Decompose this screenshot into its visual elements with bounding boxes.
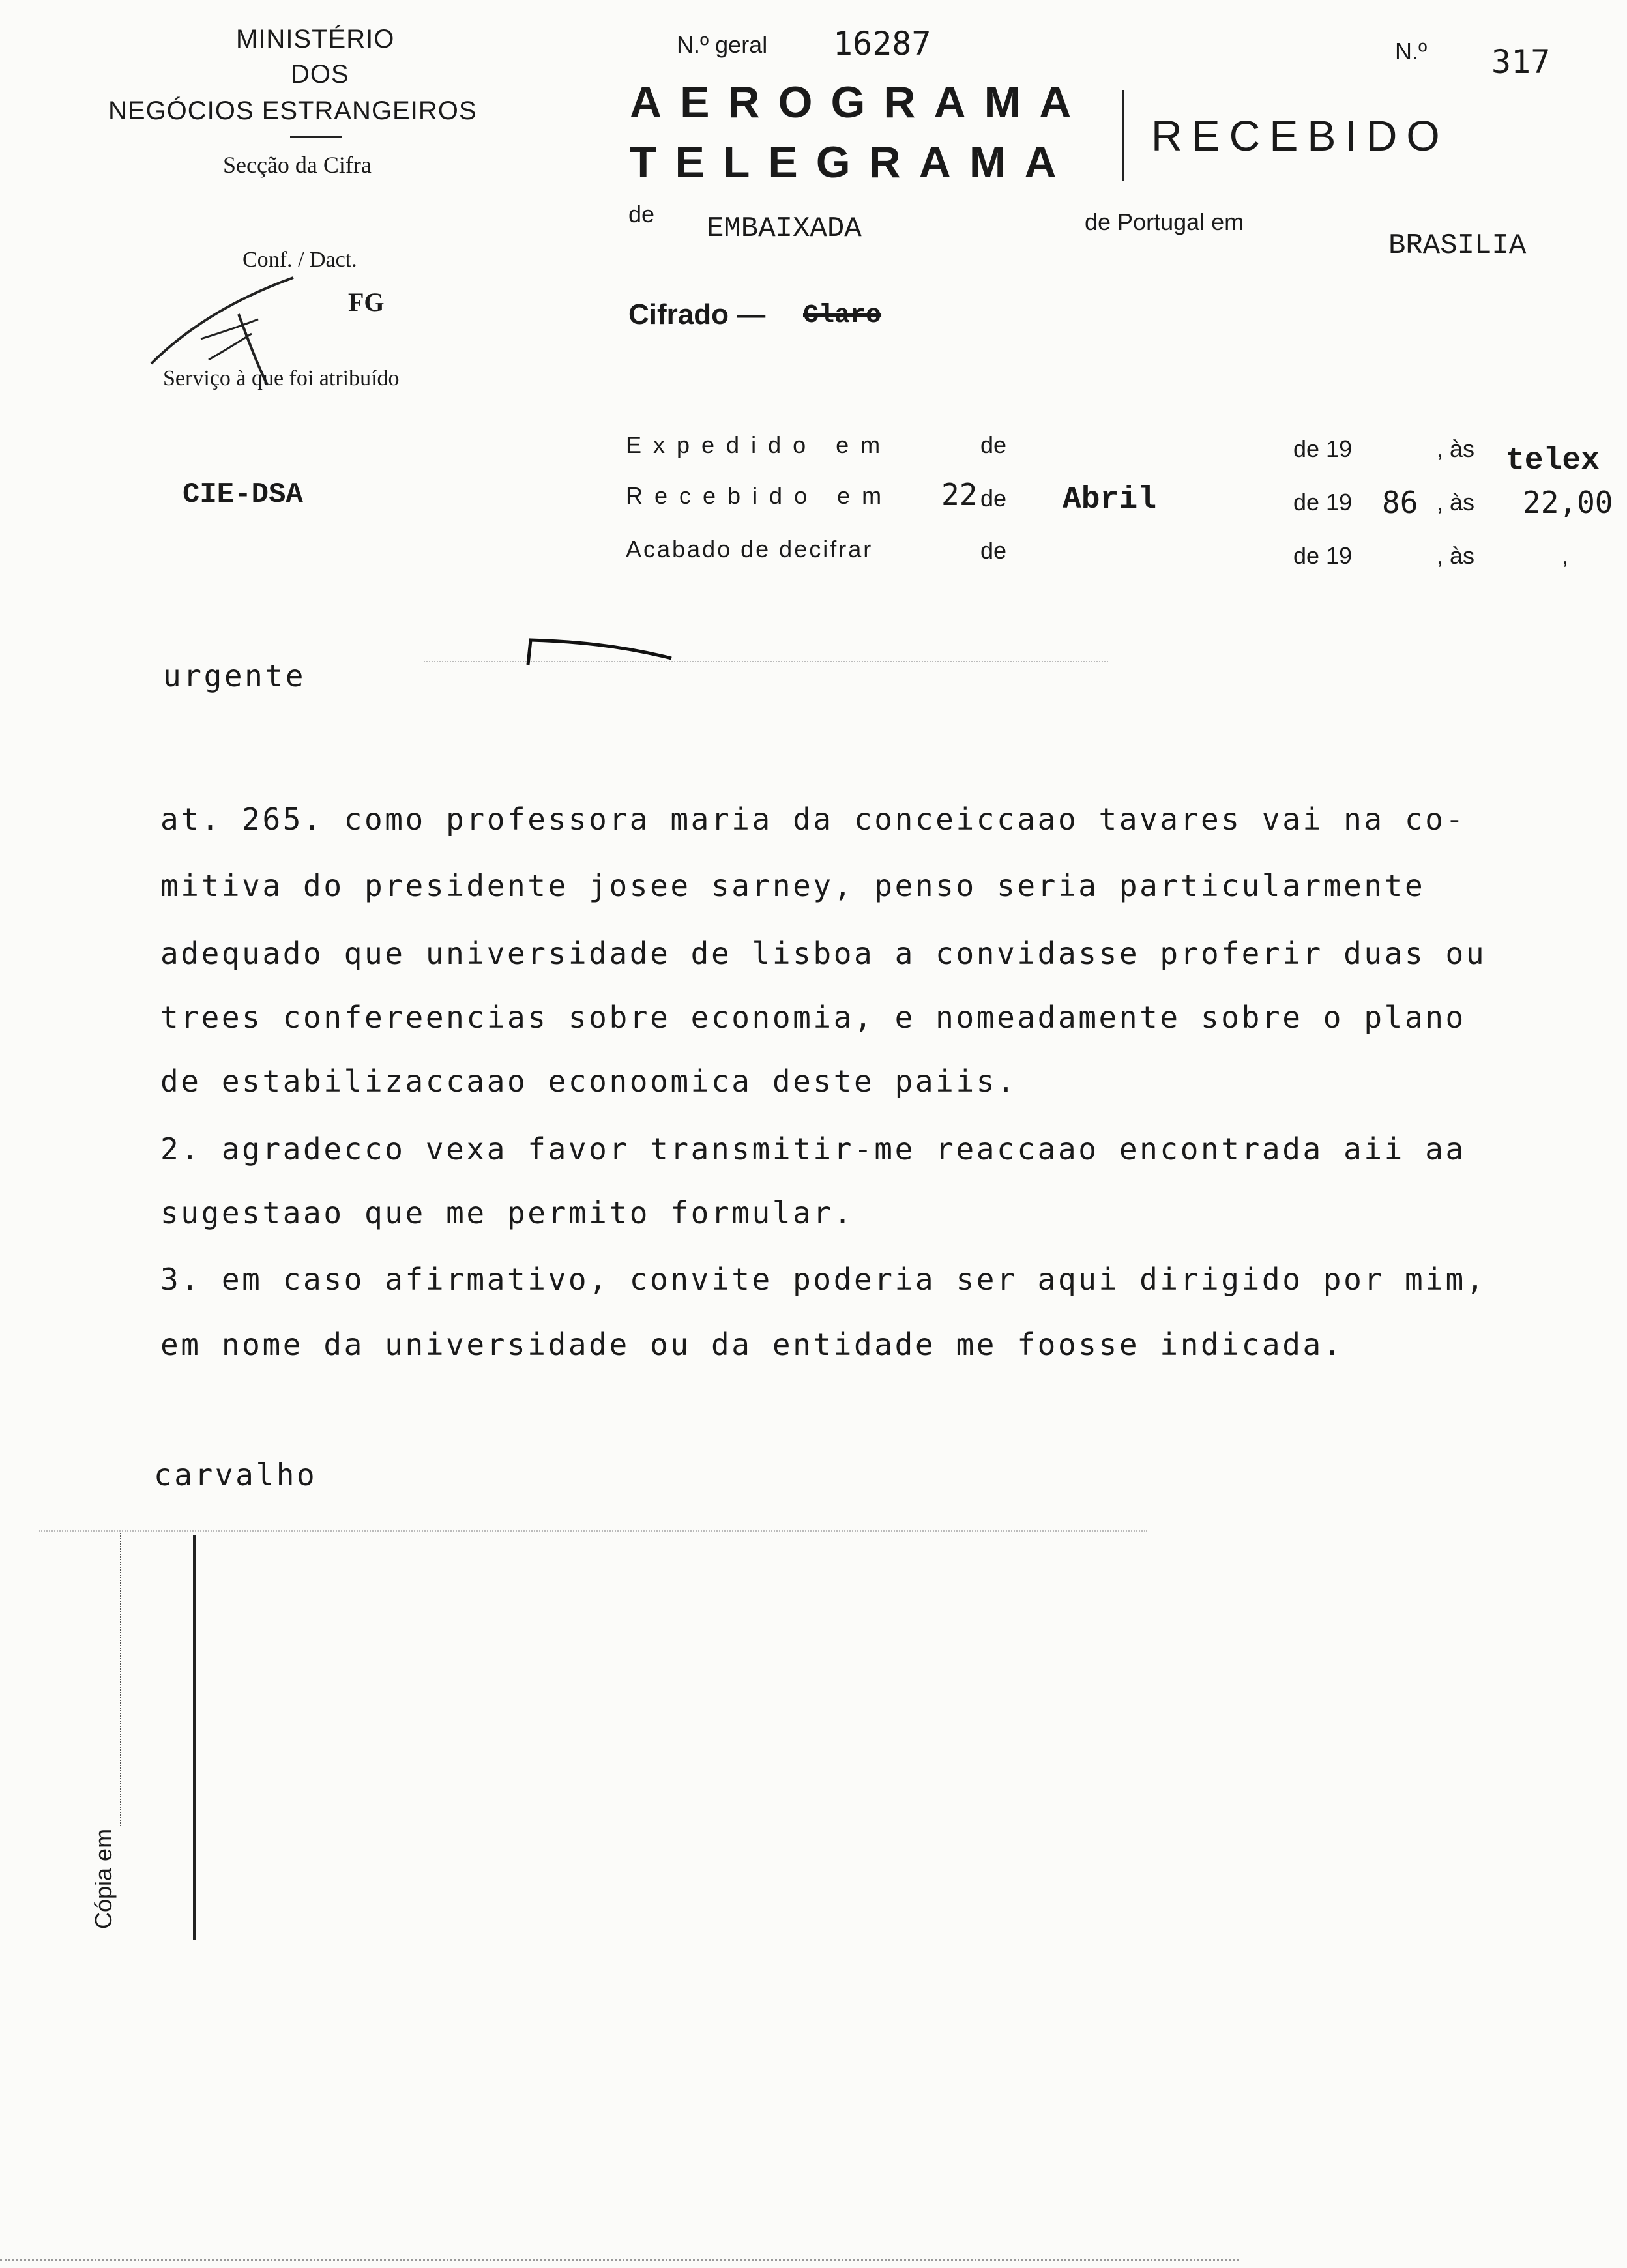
- signature: carvalho: [154, 1457, 317, 1492]
- body-line-2: mitiva do presidente josee sarney, penso seria particularmente: [160, 868, 1426, 903]
- city: BRASILIA: [1388, 229, 1527, 262]
- title-bracket: [1122, 90, 1124, 181]
- received-time: 22,00: [1523, 485, 1613, 520]
- telegram-number: 317: [1491, 43, 1551, 81]
- received-day: 22: [941, 477, 978, 512]
- ministry-line1: MINISTÉRIO: [236, 25, 395, 53]
- acabado-comma: ,: [1562, 542, 1569, 569]
- expedido-de: de: [980, 431, 1007, 458]
- geral-number: 16287: [833, 25, 931, 63]
- portugal-label: de Portugal em: [1085, 209, 1244, 235]
- body-line-6: 2. agradecco vexa favor transmitir-me reaccaao encontrada aii aa: [160, 1131, 1466, 1167]
- body-line-3: adequado que universidade de lisboa a convidasse proferir duas ou: [160, 936, 1487, 971]
- copia-label: Cópia em: [90, 1828, 117, 1929]
- priority: urgente: [163, 658, 306, 693]
- pen-stroke: [521, 632, 678, 671]
- acabado-label: Acabado de decifrar: [626, 536, 873, 562]
- recebido-as: , às: [1437, 489, 1475, 516]
- acabado-de: de: [980, 537, 1007, 564]
- de-label: de: [628, 201, 655, 227]
- copia-dotted-line: [120, 1533, 121, 1826]
- acabado-de19: de 19: [1293, 542, 1353, 569]
- ministry-underline: [290, 136, 342, 138]
- bottom-edge-noise: [0, 2259, 1239, 2263]
- section-label: Secção da Cifra: [223, 152, 372, 178]
- cifrado-label: Cifrado —: [628, 298, 766, 330]
- received-year: 86: [1382, 485, 1418, 520]
- recebido-label: Recebido em: [626, 482, 894, 509]
- telex-note: telex: [1506, 443, 1600, 478]
- title-aerograma: AEROGRAMA: [630, 78, 1090, 127]
- number-label: N.º: [1395, 38, 1428, 65]
- conf-label: Conf. / Dact.: [242, 248, 357, 272]
- conf-initials: FG: [348, 287, 385, 317]
- ministry-line2: DOS: [291, 60, 349, 89]
- origin: EMBAIXADA: [707, 212, 862, 245]
- acabado-as: , às: [1437, 542, 1475, 569]
- body-line-1: at. 265. como professora maria da conceiccaao tavares vai na co-: [160, 802, 1466, 837]
- body-line-8: 3. em caso afirmativo, convite poderia ser aqui dirigido por mim,: [160, 1262, 1487, 1297]
- service-label: Serviço à que foi atribuído: [163, 366, 400, 390]
- cifrado-struck-option: Claro: [803, 301, 882, 330]
- geral-label: N.º geral: [677, 31, 768, 58]
- stamp-recebido: RECEBIDO: [1151, 111, 1449, 160]
- title-telegrama: TELEGRAMA: [630, 138, 1075, 187]
- received-month: Abril: [1063, 482, 1157, 517]
- expedido-as: , às: [1437, 435, 1475, 462]
- recebido-de: de: [980, 485, 1007, 512]
- body-line-4: trees confereencias sobre economia, e nomeadamente sobre o plano: [160, 1000, 1466, 1035]
- recebido-de19: de 19: [1293, 489, 1353, 516]
- service-code: CIE-DSA: [183, 478, 303, 511]
- body-line-5: de estabilizaccaao econoomica deste paiis.: [160, 1064, 1018, 1099]
- body-line-9: em nome da universidade ou da entidade me foosse indicada.: [160, 1327, 1344, 1362]
- ministry-line3: NEGÓCIOS ESTRANGEIROS: [108, 96, 477, 125]
- body-line-7: sugestaao que me permito formular.: [160, 1195, 855, 1230]
- footer-divider: [39, 1530, 1147, 1532]
- copia-solid-line: [193, 1535, 196, 1940]
- expedido-label: Expedido em: [626, 431, 892, 458]
- expedido-de19: de 19: [1293, 435, 1353, 462]
